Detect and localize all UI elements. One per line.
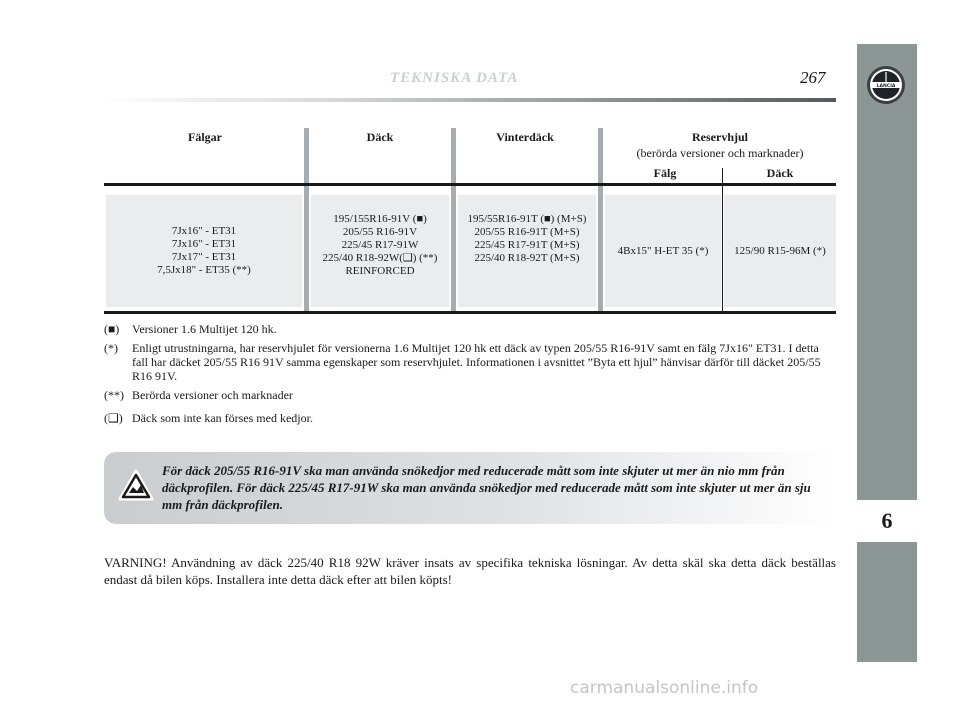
column-separator [304,128,309,312]
header-dack: Däck [366,130,394,144]
footnote-text: Berörda versioner och marknader [132,388,293,402]
cell-vinterdack [458,195,596,307]
cell-falgar [106,195,302,307]
chapter-tab[interactable]: 6 [857,500,917,542]
reserv-falg-value: 4Bx15" H-ET 35 (*) [617,244,709,257]
warning-box [104,452,836,524]
dack-line: REINFORCED [345,265,415,277]
footnotes [104,322,836,430]
header-dack-sub: Däck [766,166,794,180]
vinterdack-line: 195/55R16-91T (■) (M+S) [467,213,587,225]
footnote-mark: (❑) [104,411,123,425]
body-paragraph: VARNING! Användning av däck 225/40 R18 92W kräver insats av specifika tekniska lösningar. Av detta skäl ska detta däck beställas endast då bilen köps. Installera inte detta däck efter att bilen köpts! [104,555,836,587]
falgar-line: 7Jx16" - ET31 [171,225,237,237]
dack-line: 225/45 R17-91W [341,239,419,251]
dack-line: 225/40 R18-92W(❑) (**) [322,252,438,264]
vinterdack-line: 225/45 R17-91T (M+S) [474,239,580,251]
warning-triangle-icon [118,469,154,501]
footnote-text: Däck som inte kan förses med kedjor. [132,411,313,425]
footnote-mark: (■) [104,322,120,336]
dack-line: 205/55 R16-91V [342,226,418,238]
chapter-sidebar [857,44,917,662]
column-separator [451,128,456,312]
table-header-rule [104,183,836,186]
footnote-mark: (*) [104,341,118,355]
falgar-line: 7Jx16" - ET31 [171,238,237,250]
header-falg: Fälg [653,166,677,180]
footnote-text: Enligt utrustningarna, har reservhjulet för versionerna 1.6 Multijet 120 hk ett däck av typen 205/55 R16-91V samt en fälg 7Jx16" ET31. I detta fall har däcket 205/55 R16 91V samma egenskaper som reservhjulet. Informationen i avsnittet ”Byta ett hjul” hänvisar därför till däcket 205/55 R16 91V. [132,341,821,383]
warning-text: För däck 205/55 R16-91V ska man använda snökedjor med reducerade mått som inte skjuter ut mer än nio mm från däckprofilen. För däck 225/45 R17-91W ska man använda snökedjor med reducerade mått som inte skjuter ut mer än sju mm från däckprofilen. [162,463,811,512]
footnote [104,411,836,425]
falgar-line: 7Jx17" - ET31 [171,251,237,263]
section-title: TEKNISKA DATA [390,70,519,86]
header-reservhjul-sub: (berörda versioner och marknader) [636,146,804,160]
footnote-text: Versioner 1.6 Multijet 120 hk. [132,322,277,336]
page-number: 267 [800,68,826,87]
header-rule [104,98,836,102]
reservhjul-divider [722,168,723,312]
footnote-mark: (**) [104,388,124,402]
header-reservhjul: Reservhjul [692,130,748,144]
vinterdack-line: 225/40 R18-92T (M+S) [474,252,580,264]
cell-dack [311,195,449,307]
dack-line: 195/155R16-91V (■) [333,213,427,225]
header-falgar: Fälgar [188,130,222,144]
column-separator [598,128,603,312]
footnote [104,388,836,402]
logo-text: LANCIA [876,84,896,89]
footnote [104,322,836,336]
footnote [104,341,836,383]
cell-reserv-falg [605,195,721,307]
reserv-dack-value: 125/90 R15-96M (*) [734,244,826,257]
lancia-logo-icon [866,65,906,105]
falgar-line: 7,5Jx18" - ET35 (**) [157,264,251,276]
cell-reserv-dack [724,195,836,307]
table-bottom-rule [104,311,836,314]
watermark: carmanualsonline.info [570,678,759,698]
vinterdack-line: 205/55 R16-91T (M+S) [474,226,580,238]
header-vinterdack: Vinterdäck [496,130,554,144]
